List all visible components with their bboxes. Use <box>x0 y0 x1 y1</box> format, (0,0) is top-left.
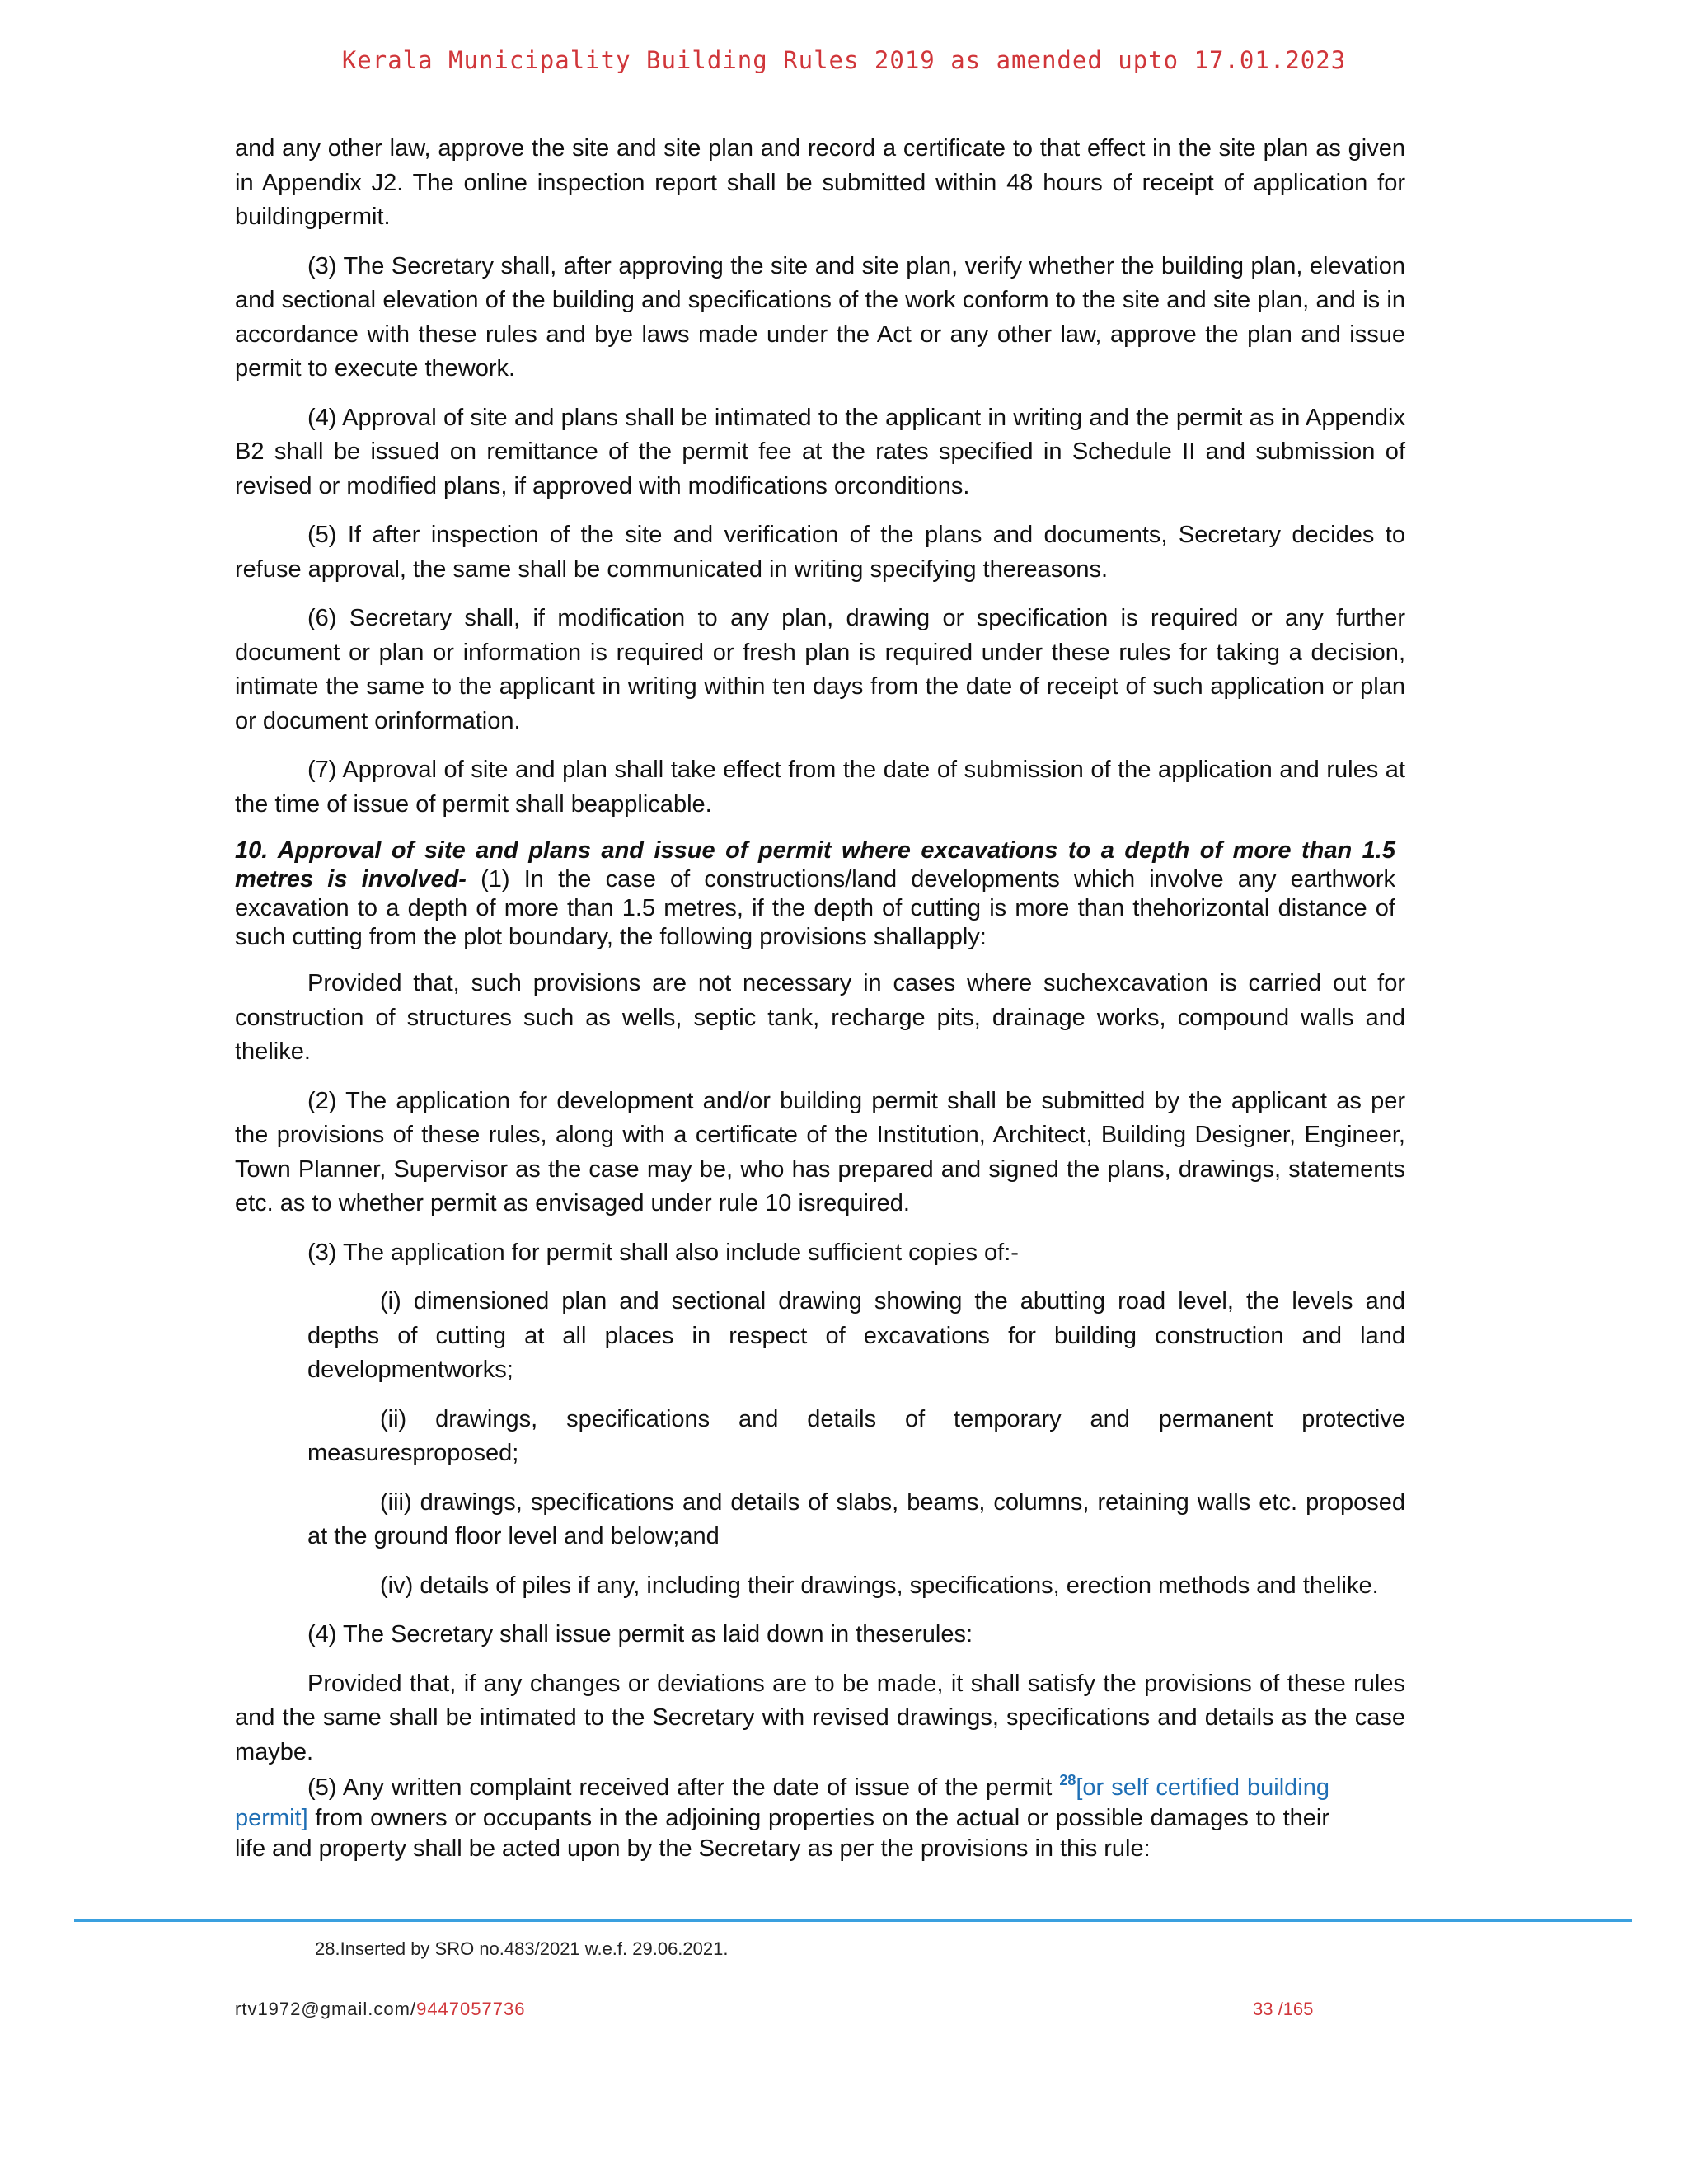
section-10-item-iv: (iv) details of piles if any, including their drawings, specifications, erection methods and thelike. <box>380 1572 1379 1599</box>
running-header: Kerala Municipality Building Rules 2019 as amended upto 17.01.2023 <box>341 46 1347 74</box>
clause-6: (6) Secretary shall, if modification to any plan, drawing or specification is required or any further document or plan or information is required or fresh plan is required under these rules for taking a decision, intimate the same to the applicant in writing within ten days from the date of receipt of such application or plan or document orinformation. <box>235 605 1405 734</box>
clause-4: (4) Approval of site and plans shall be intimated to the applicant in writing and the permit as in Appendix B2 shall be issued on remittance of the permit fee at the rates specified in Schedule II and submission of revised or modified plans, if approved with modifications orconditions. <box>235 404 1405 499</box>
section-10-clause-1: (1) In the case of constructions/land developments which involve any earthwork excavation to a depth of more than 1.5 metres, if the depth of cutting is more than thehorizontal distance of such cutting from the plot boundary, the following provisions shallapply: <box>235 866 1396 950</box>
section-10-proviso: Provided that, such provisions are not necessary in cases where suchexcavation is carried out for construction of structures such as wells, septic tank, recharge pits, drainage works, compound walls and thelike. <box>235 970 1405 1065</box>
section-10-item-ii: (ii) drawings, specifications and details of temporary and permanent protective measuresproposed; <box>307 1405 1405 1466</box>
document-body <box>235 132 1405 1879</box>
section-10 <box>235 837 1395 952</box>
footnote-divider <box>74 1919 1632 1922</box>
footer-phone: 9447057736 <box>416 1999 526 2019</box>
footer-contact <box>235 1999 525 2020</box>
section-10-clause-2: (2) The application for development and/or building permit shall be submitted by the applicant as per the provisions of these rules, along with a certificate of the Institution, Architect, Building Designer, Engineer, Town Planner, Supervisor as the case may be, who has prepared and signed the plans, drawings, statements etc. as to whether permit as envisaged under rule 10 isrequired. <box>235 1087 1405 1216</box>
section-10-clause-4: (4) The Secretary shall issue permit as laid down in theserules: <box>307 1621 973 1647</box>
clause-5-text-a: (5) Any written complaint received after the date of issue of the permit <box>307 1774 1060 1801</box>
footnote-ref-28[interactable]: 28 <box>1059 1772 1076 1788</box>
section-10-clause-3: (3) The application for permit shall also include sufficient copies of:- <box>307 1239 1019 1266</box>
section-10-clause-5 <box>235 1773 1329 1864</box>
section-10-heading: 10. Approval of site and plans and issue of permit where excavations to a depth of more than 1.5 metres is involved- <box>235 837 1395 893</box>
page-number: 33 /165 <box>1253 1999 1314 2019</box>
paragraph-continued: and any other law, approve the site and site plan and record a certificate to that effect in the site plan as given in Appendix J2. The online inspection report shall be submitted within 48 hours of receipt of application for buildingpermit. <box>235 135 1405 230</box>
clause-3: (3) The Secretary shall, after approving the site and site plan, verify whether the building plan, elevation and sectional elevation of the building and specifications of the work conform to the site and site plan, and is in accordance with these rules and bye laws made under the Act or any other law, approve the plan and issue permit to execute thework. <box>235 252 1405 382</box>
clause-5-text-b: from owners or occupants in the adjoining properties on the actual or possible damages to their life and property shall be acted upon by the Secretary as per the provisions in this rule: <box>235 1805 1329 1862</box>
clause-5: (5) If after inspection of the site and verification of the plans and documents, Secretary decides to refuse approval, the same shall be communicated in writing specifying thereasons. <box>235 522 1405 583</box>
footnote-28: 28.Inserted by SRO no.483/2021 w.e.f. 29.06.2021. <box>315 1938 729 1959</box>
footer-email[interactable]: rtv1972@gmail.com/ <box>235 1999 417 2019</box>
section-10-clause-4-proviso: Provided that, if any changes or deviations are to be made, it shall satisfy the provisions of these rules and the same shall be intimated to the Secretary with revised drawings, specifications and details as the case maybe. <box>235 1670 1405 1765</box>
section-10-item-iii: (iii) drawings, specifications and details of slabs, beams, columns, retaining walls etc. proposed at the ground floor level and below;and <box>307 1488 1405 1549</box>
inserted-text: [or self certified building permit] <box>235 1774 1329 1831</box>
clause-7: (7) Approval of site and plan shall take effect from the date of submission of the application and rules at the time of issue of permit shall beapplicable. <box>235 757 1405 818</box>
section-10-item-i: (i) dimensioned plan and sectional drawing showing the abutting road level, the levels and depths of cutting at all places in respect of excavations for building construction and land developmentworks; <box>307 1288 1405 1383</box>
